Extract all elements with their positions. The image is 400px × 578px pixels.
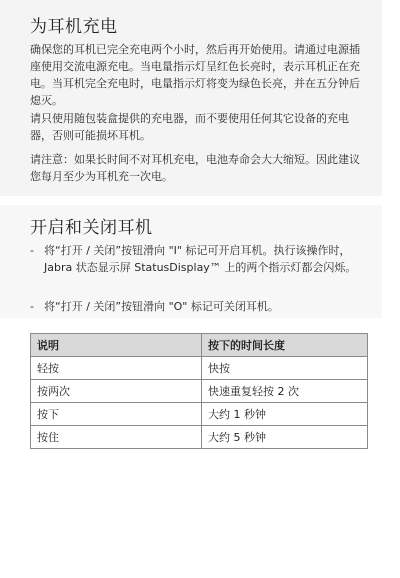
button-press-table bbox=[30, 333, 368, 449]
bullet-dash: - bbox=[30, 244, 34, 257]
power-heading: 开启和关闭耳机 bbox=[30, 218, 153, 238]
charging-paragraph-3: 请注意：如果长时间不对耳机充电，电池寿命会大大缩短。因此建议您每月至少为耳机充一次电。 bbox=[30, 153, 360, 183]
table-cell-duration: 大约 5 秒钟 bbox=[202, 426, 368, 449]
table-header-duration: 按下的时间长度 bbox=[202, 334, 368, 357]
table-cell-description: 按住 bbox=[31, 426, 202, 449]
table-row bbox=[31, 426, 368, 449]
table-header-description: 说明 bbox=[31, 334, 202, 357]
table-cell-description: 按两次 bbox=[31, 380, 202, 403]
table-cell-duration: 大约 1 秒钟 bbox=[202, 403, 368, 426]
table-cell-duration: 快按 bbox=[202, 357, 368, 380]
power-on-text: 将“打开 / 关闭”按钮滑向 "I" 标记可开启耳机。执行该操作时，Jabra 状态显示屏 StatusDisplay™ 上的两个指示灯都会闪烁。 bbox=[44, 244, 357, 274]
bullet-dash: - bbox=[30, 300, 34, 313]
table-cell-duration: 快速重复轻按 2 次 bbox=[202, 380, 368, 403]
table-cell-description: 按下 bbox=[31, 403, 202, 426]
table-row bbox=[31, 403, 368, 426]
table-header-row bbox=[31, 334, 368, 357]
table-row bbox=[31, 357, 368, 380]
charging-heading: 为耳机充电 bbox=[30, 17, 118, 37]
table-row bbox=[31, 380, 368, 403]
power-off-text: 将“打开 / 关闭”按钮滑向 "O" 标记可关闭耳机。 bbox=[44, 300, 279, 313]
table-cell-description: 轻按 bbox=[31, 357, 202, 380]
charging-paragraph-1: 确保您的耳机已完全充电两个小时，然后再开始使用。请通过电源插座使用交流电源充电。当电量指示灯呈红色长亮时，表示耳机正在充电。当耳机完全充电时，电量指示灯将变为绿色长亮，并在五分钟后熄灭。 bbox=[30, 43, 360, 107]
charging-paragraph-2: 请只使用随包装盒提供的充电器，而不要使用任何其它设备的充电器，否则可能损坏耳机。 bbox=[30, 112, 349, 142]
